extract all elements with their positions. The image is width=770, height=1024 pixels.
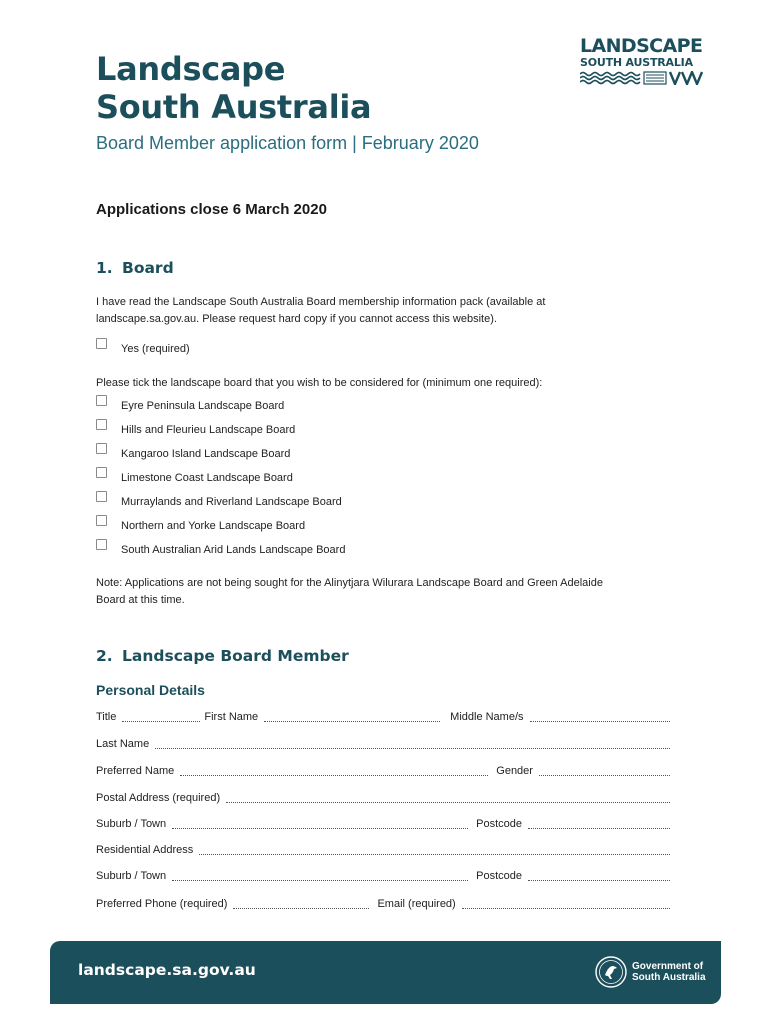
page-title-line2: South Australia	[96, 88, 372, 126]
intro-line-1: I have read the Landscape South Australia Board membership information pack (available at	[96, 296, 546, 308]
board-checkbox[interactable]	[96, 467, 107, 478]
title-field[interactable]	[122, 712, 200, 722]
preferred-phone-field[interactable]	[233, 899, 369, 909]
page-title	[96, 50, 371, 126]
board-label: Northern and Yorke Landscape Board	[121, 520, 306, 532]
board-label: Limestone Coast Landscape Board	[121, 472, 293, 484]
section-1-heading	[96, 259, 174, 277]
first-name-field[interactable]	[264, 712, 440, 722]
last-name-row	[96, 735, 674, 751]
board-label: Murraylands and Riverland Landscape Board	[121, 496, 342, 508]
residential-suburb-field[interactable]	[172, 871, 468, 881]
section-1-number: 1.	[96, 259, 113, 277]
preferred-name-field[interactable]	[180, 766, 488, 776]
residential-address-row	[96, 841, 674, 857]
name-row	[96, 708, 674, 724]
section-2-number: 2.	[96, 647, 113, 665]
last-name-label: Last Name	[96, 738, 150, 750]
residential-postcode-field[interactable]	[528, 871, 670, 881]
section-2-title: Landscape Board Member	[122, 647, 349, 665]
middle-names-field[interactable]	[530, 712, 670, 722]
first-name-label: First Name	[204, 711, 259, 723]
gender-field[interactable]	[539, 766, 670, 776]
yes-required-checkbox[interactable]	[96, 338, 107, 349]
suburb-town-label: Suburb / Town	[96, 870, 167, 882]
board-label: South Australian Arid Lands Landscape Board	[121, 544, 346, 556]
note-line-1: Note: Applications are not being sought for the Alinytjara Wilurara Landscape Board and Green Adelaide	[96, 577, 603, 589]
preferred-name-row	[96, 762, 674, 778]
last-name-field[interactable]	[155, 739, 670, 749]
gender-label: Gender	[496, 765, 533, 777]
board-checkbox[interactable]	[96, 443, 107, 454]
postal-postcode-field[interactable]	[528, 819, 670, 829]
postcode-label: Postcode	[476, 870, 522, 882]
residential-address-field[interactable]	[199, 845, 670, 855]
board-checkbox[interactable]	[96, 515, 107, 526]
logo-text-line2: SOUTH AUSTRALIA	[580, 56, 693, 69]
residential-suburb-row	[96, 867, 674, 883]
email-field[interactable]	[462, 899, 670, 909]
intro-line-2: landscape.sa.gov.au. Please request hard copy if you cannot access this website).	[96, 313, 497, 325]
title-label: Title	[96, 711, 117, 723]
residential-address-label: Residential Address	[96, 844, 194, 856]
logo-wave-icon	[580, 71, 706, 85]
postcode-label: Postcode	[476, 818, 522, 830]
suburb-town-label: Suburb / Town	[96, 818, 167, 830]
section-1-title: Board	[122, 259, 174, 277]
yes-required-label: Yes (required)	[121, 343, 190, 355]
middle-names-label: Middle Name/s	[450, 711, 524, 723]
piping-shrike-crest-icon	[594, 955, 628, 989]
board-note	[96, 575, 696, 609]
section-1-intro	[96, 294, 696, 328]
logo-text-line1: LANDSCAPE	[580, 35, 703, 57]
preferred-name-label: Preferred Name	[96, 765, 175, 777]
board-tick-prompt: Please tick the landscape board that you wish to be considered for (minimum one required):	[96, 377, 543, 389]
gov-logo-line2: South Australia	[632, 972, 706, 983]
page-title-line1: Landscape	[96, 50, 286, 88]
board-checkbox[interactable]	[96, 491, 107, 502]
landscape-sa-logo	[580, 36, 706, 85]
section-2-heading	[96, 647, 349, 665]
page-footer	[50, 941, 721, 1004]
postal-suburb-row	[96, 815, 674, 831]
board-label: Kangaroo Island Landscape Board	[121, 448, 291, 460]
postal-address-row	[96, 789, 674, 805]
government-of-sa-logo	[594, 955, 714, 991]
board-label: Hills and Fleurieu Landscape Board	[121, 424, 296, 436]
website-link[interactable]: landscape.sa.gov.au	[78, 961, 256, 979]
postal-suburb-field[interactable]	[172, 819, 468, 829]
applications-close-notice: Applications close 6 March 2020	[96, 201, 327, 218]
note-line-2: Board at this time.	[96, 594, 185, 606]
preferred-phone-label: Preferred Phone (required)	[96, 898, 228, 910]
postal-address-field[interactable]	[226, 793, 670, 803]
board-checkbox[interactable]	[96, 395, 107, 406]
board-label: Eyre Peninsula Landscape Board	[121, 400, 285, 412]
contact-row	[96, 895, 674, 911]
postal-address-label: Postal Address (required)	[96, 792, 221, 804]
gov-logo-line1: Government of	[632, 961, 704, 972]
personal-details-heading: Personal Details	[96, 682, 205, 698]
board-checkbox[interactable]	[96, 539, 107, 550]
page-subtitle: Board Member application form | February 2020	[96, 133, 479, 153]
gov-logo-text	[632, 961, 706, 983]
board-checkbox[interactable]	[96, 419, 107, 430]
email-label: Email (required)	[377, 898, 456, 910]
